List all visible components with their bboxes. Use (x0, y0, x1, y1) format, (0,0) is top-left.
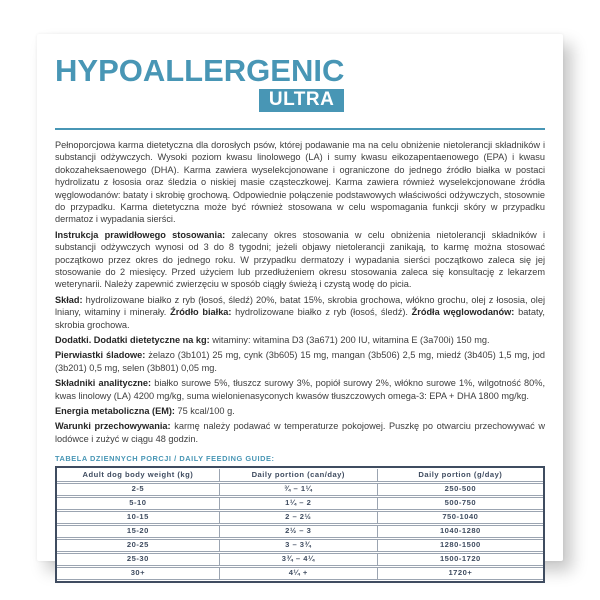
table-header-row (57, 469, 543, 482)
label-body-text (55, 139, 545, 445)
feeding-table (55, 466, 545, 583)
usage-text: zalecany okres stosowania w celu obniżenia nietolerancji składników i substancji odżywczych wynosi od 3 do 8 tygodni; jeżeli objawy nietolerancji zanikają, to karmę można stosować początkowo przez okres do jednego roku. W przypadku dermatozy i wypadania sierści początkowo zaleca się jej stosowanie do 2 miesięcy. Przed użyciem lub przedłużeniem okresu stosowania zaleca się konsultację z lekarzem weterynarii. Należy zapewnić zwierzęciu w sposób ciągły świeżą i czystą wodę do picia. (55, 229, 545, 290)
gram-portion-cell: 1280-1500 (378, 539, 543, 552)
gram-portion-cell: 250-500 (378, 483, 543, 496)
additives-label: Dodatki. Dodatki dietetyczne na kg: (55, 335, 210, 346)
weight-cell: 25-30 (57, 553, 220, 566)
carb-source-label: Źródła węglowodanów: (411, 307, 515, 318)
carb-source-text: bataty, skrobia grochowa. (55, 307, 545, 330)
analytical-label: Składniki analityczne: (55, 378, 152, 389)
brand-block (55, 55, 344, 112)
storage-label: Warunki przechowywania: (55, 421, 171, 432)
protein-source-label: Źródło białka: (170, 307, 232, 318)
usage-paragraph (55, 229, 545, 291)
table-row (57, 539, 543, 552)
composition-paragraph (55, 294, 545, 331)
additives-text: witaminy: witamina D3 (3a671) 200 IU, witamina E (3a700i) 150 mg. (209, 335, 490, 346)
table-row (57, 525, 543, 538)
gram-portion-cell: 750-1040 (378, 511, 543, 524)
energy-label: Energia metaboliczna (EM): (55, 406, 175, 417)
product-title: HYPOALLERGENIC (55, 53, 345, 88)
composition-text: hydrolizowane białko z ryb (łosoś, śledź) 20%, batat 15%, skrobia grochowa, włókno grochu, olej z łososia, olej lniany, witaminy i minerały. (55, 294, 545, 318)
can-portion-cell: 1¼ – 2 (220, 497, 378, 510)
col-gram-portion-header: Daily portion (g/day) (378, 469, 543, 482)
col-can-portion-header: Daily portion (can/day) (220, 469, 378, 482)
can-portion-cell: 3¾ – 4¼ (220, 553, 378, 566)
can-portion-cell: 4¼ + (220, 567, 378, 580)
weight-cell: 20-25 (57, 539, 220, 552)
gram-portion-cell: 1720+ (378, 567, 543, 580)
intro-paragraph (55, 139, 545, 226)
composition-label: Skład: (55, 294, 83, 305)
can-portion-cell: 2 – 2½ (220, 511, 378, 524)
storage-paragraph (55, 420, 545, 445)
can-portion-cell: 2½ – 3 (220, 525, 378, 538)
gram-portion-cell: 500-750 (378, 497, 543, 510)
analytical-paragraph (55, 377, 545, 402)
weight-cell: 15-20 (57, 525, 220, 538)
weight-cell: 10-15 (57, 511, 220, 524)
table-row (57, 497, 543, 510)
badge-row (55, 89, 344, 112)
energy-paragraph (55, 405, 545, 417)
table-row (57, 511, 543, 524)
intro-text: Pełnoporcjowa karma dietetyczna dla dorosłych psów, której podawanie ma na celu obniżenie nietolerancji składników i substancji odżywczych. Wysoki poziom kwasu linolowego (LA) i sumy kwasu eikozapentaenowego (EPA) i kwasu dokozaheksaenowego (DHA). Karma zawiera wyselekcjonowane i ograniczone do jednego źródło białka w postaci hydrolizatu z łososia oraz śledzia o niskiej masie cząsteczkowej. Karma zawiera również wyselekcjonowane źródła węglowodanów: bataty i skrobię grochową. Odpowiednie połączenie podstawowych właściwości odżywczych, stosownie do przypadku. Karma dietetyczna może być również stosowana w celu wspomagania funkcji skóry w przypadku dermatoz i wypadania sierści. (55, 139, 545, 225)
analytical-text: białko surowe 5%, tłuszcz surowy 3%, popiół surowy 2%, włókno surowe 1%, wilgotność 80%, kwas linolowy (LA) 4200 mg/kg, suma wielonienasyconych kwasów tłuszczowych omega-3: EPA + DHA 1800 mg/kg. (55, 378, 546, 401)
feeding-guide-heading: TABELA DZIENNYCH PORCJI / DAILY FEEDING GUIDE: (55, 454, 275, 464)
can-portion-cell: ¾ – 1¼ (220, 483, 378, 496)
protein-source-text: hydrolizowane białko z ryb (łosoś, śledź). (231, 307, 412, 318)
product-label-card (37, 34, 563, 578)
additives-paragraph (55, 334, 545, 346)
trace-elements-text: żelazo (3b101) 25 mg, cynk (3b605) 15 mg, mangan (3b506) 2,5 mg, miedź (3b405) 1,5 mg, jod (3b201) 0,5 mg, selen (3b801) 0,05 mg. (55, 350, 545, 373)
table-row (57, 483, 543, 496)
col-weight-header: Adult dog body weight (kg) (57, 469, 220, 482)
weight-cell: 2-5 (57, 483, 220, 496)
trace-elements-label: Pierwiastki śladowe: (55, 350, 146, 361)
energy-text: 75 kcal/100 g. (174, 406, 235, 417)
can-portion-cell: 3 – 3¾ (220, 539, 378, 552)
ultra-badge: ULTRA (259, 89, 344, 112)
table-row (57, 567, 543, 580)
gram-portion-cell: 1040-1280 (378, 525, 543, 538)
title-divider (55, 128, 545, 130)
gram-portion-cell: 1500-1720 (378, 553, 543, 566)
weight-cell: 30+ (57, 567, 220, 580)
weight-cell: 5-10 (57, 497, 220, 510)
table-row (57, 553, 543, 566)
usage-label: Instrukcja prawidłowego stosowania: (55, 229, 226, 240)
trace-elements-paragraph (55, 349, 545, 374)
storage-text: karmę należy podawać w temperaturze pokojowej. Puszkę po otwarciu przechowywać w lodówce i zużyć w ciągu 48 godzin. (55, 421, 546, 444)
